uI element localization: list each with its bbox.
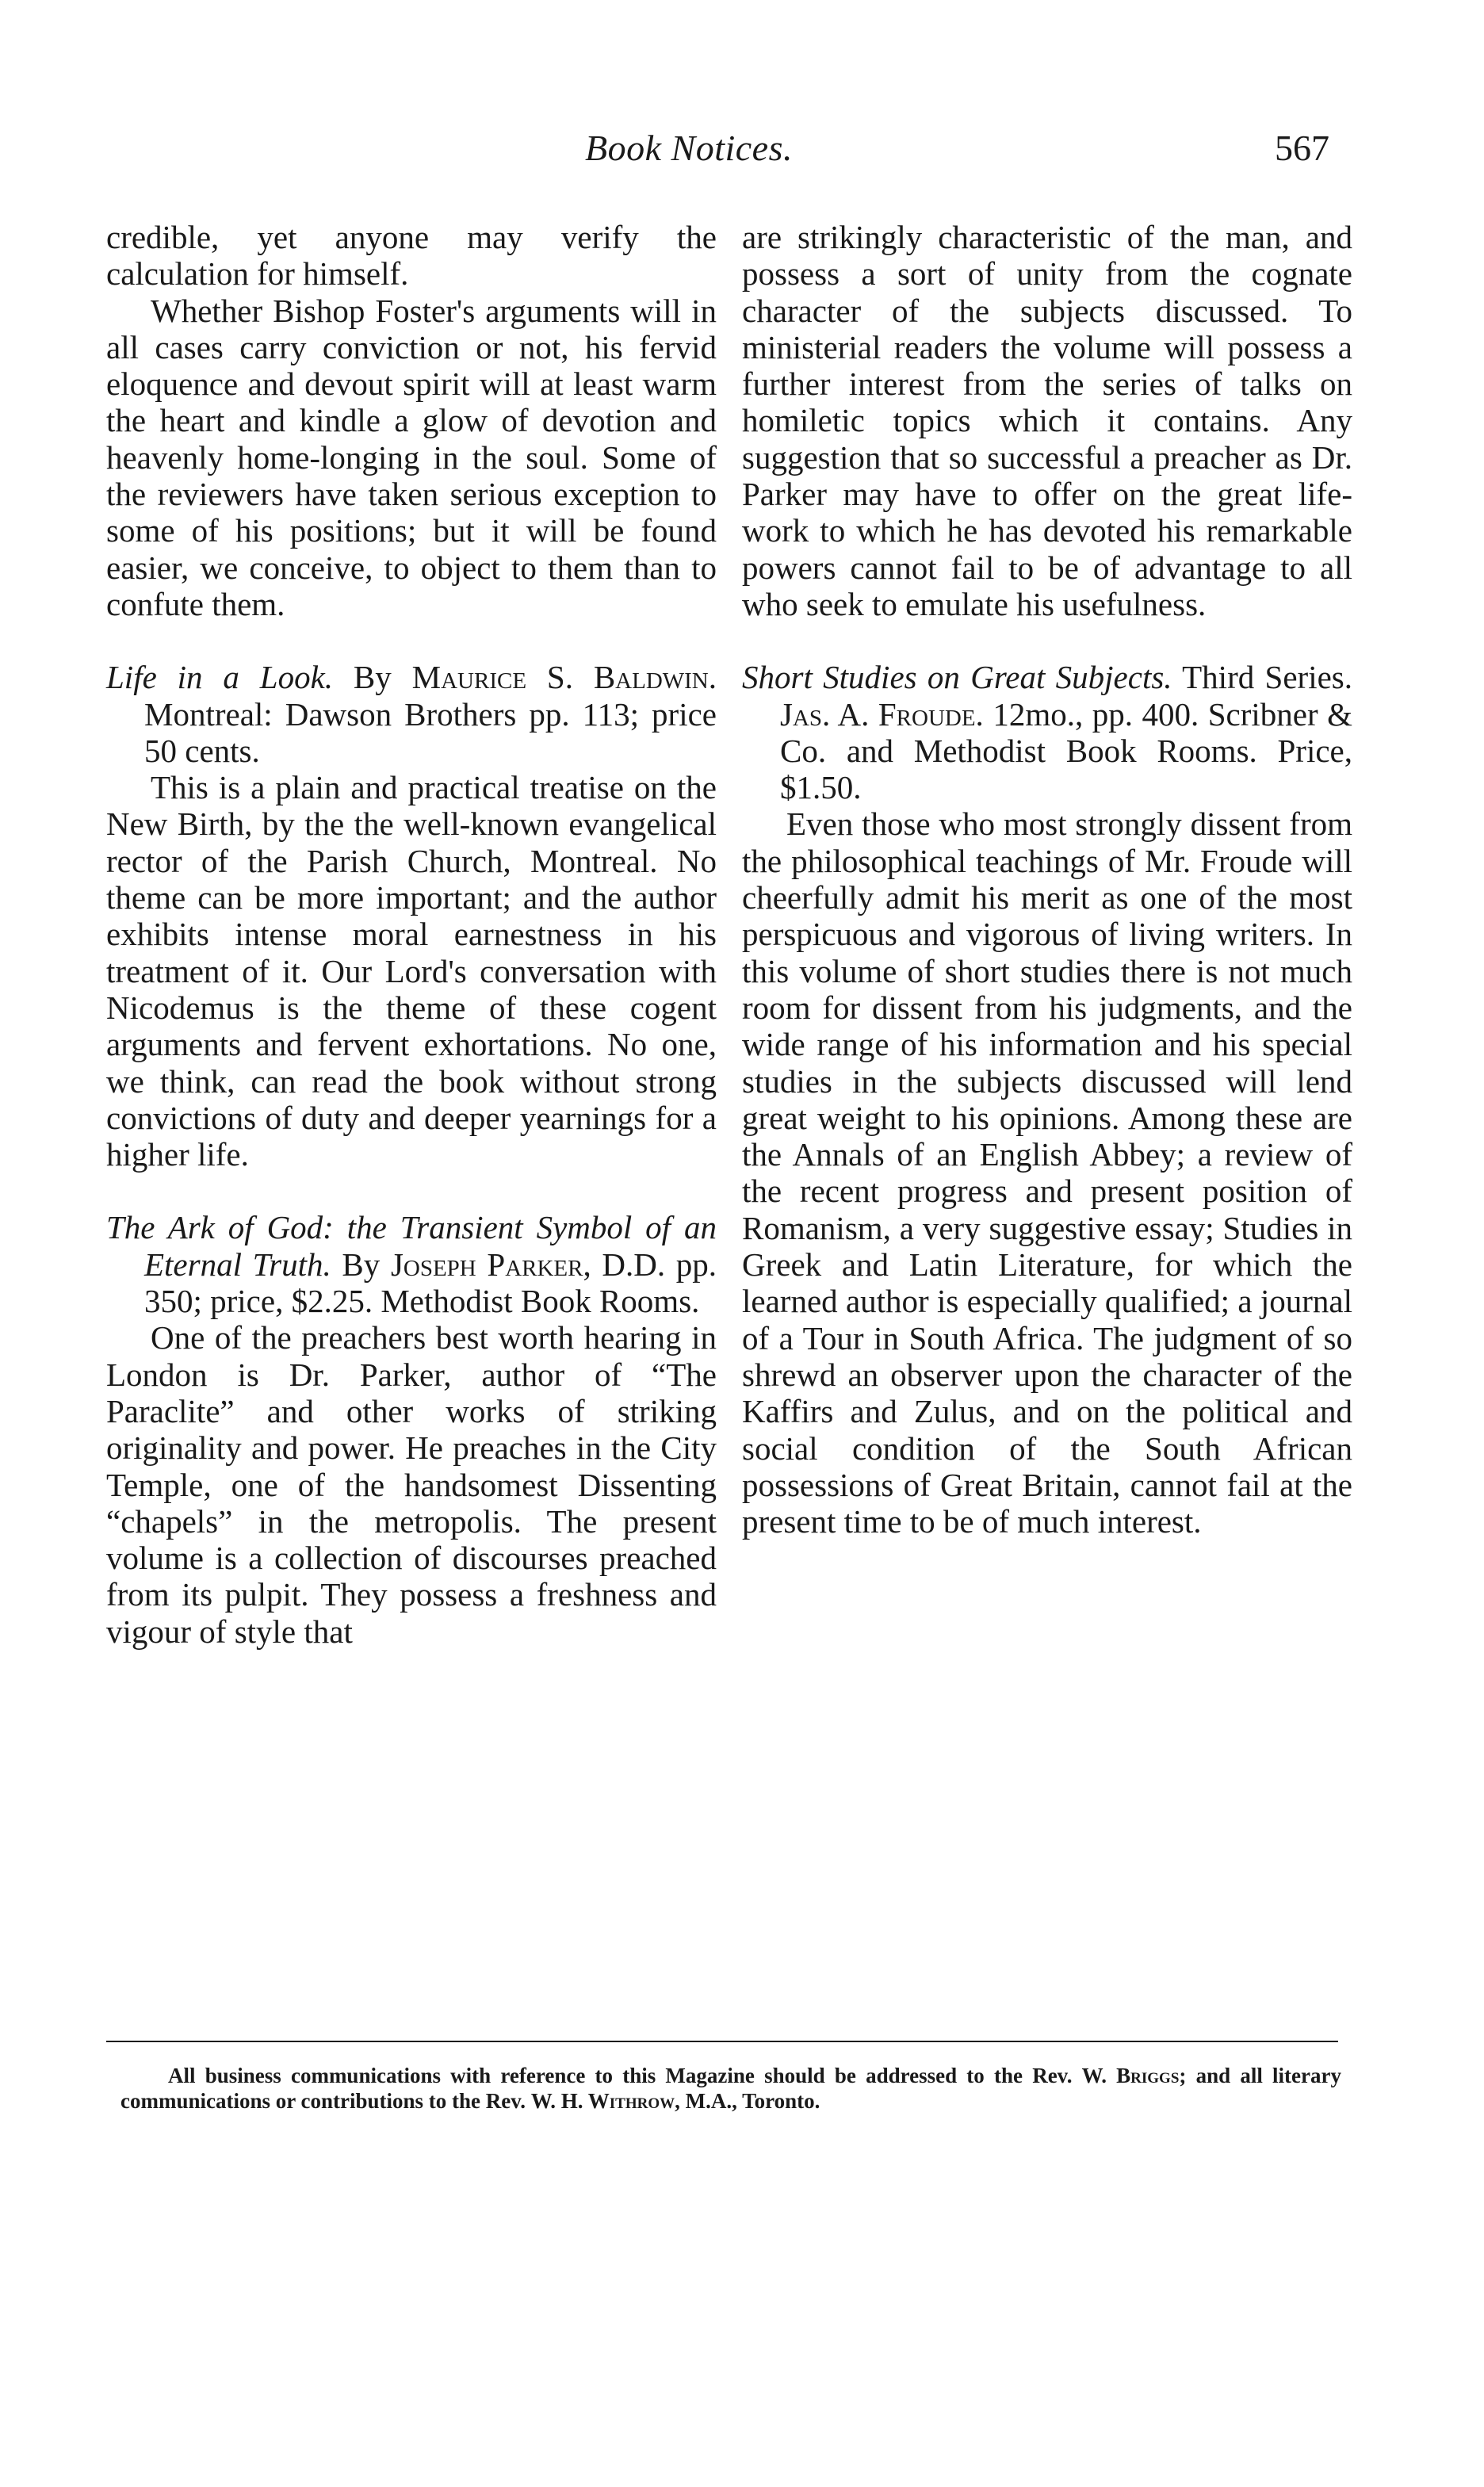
right-column	[742, 219, 1352, 1540]
notice-author: Joseph Parker, D.D.	[390, 1245, 666, 1283]
notice-by: By	[342, 1245, 381, 1283]
page-number: 567	[1275, 128, 1329, 168]
notice-imprint: pp. 350; price, $2.25. Methodist Book Rooms.	[144, 1245, 717, 1320]
footnote-divider	[106, 2041, 1338, 2042]
notice-heading-short-studies	[742, 659, 1352, 805]
continued-paragraph: are strikingly characteristic of the man, and possess a sort of unity from the cognate character of the subjects discussed. To ministerial readers the volume will possess a further interest from the series of talks on homiletic topics which it contains. Any suggestion that so successful a preacher as Dr. Parker may have to offer on the great life-work to which he has devoted his remarkable powers cannot fail to be of advantage to all who seek to emulate his usefulness.	[742, 219, 1352, 622]
footnote-text: , M.A., Toronto.	[675, 2089, 820, 2113]
footnote-text: All business communications with reference to this Magazine should be addressed to the Rev.	[168, 2064, 1073, 2087]
footnote-name: W. H. Withrow	[530, 2089, 675, 2113]
footnote-text: ; and all literary communications or contributions to the Rev.	[120, 2064, 1341, 2113]
business-footnote	[120, 2063, 1341, 2114]
notice-title: Life in a Look.	[106, 659, 334, 696]
notice-title: The Ark of God: the Transient Symbol of an Eternal Truth.	[106, 1209, 717, 1283]
notice-imprint: Montreal: Dawson Brothers pp. 113; price 50 cents.	[144, 695, 717, 769]
notice-title: Short Studies on Great Subjects.	[742, 659, 1172, 696]
notice-author: Jas. A. Froude.	[780, 695, 984, 733]
notice-body-ark-of-god: One of the preachers best worth hearing in London is Dr. Parker, author of “The Paraclite” and other works of striking originality and power. He preaches in the City Temple, one of the handsomest Dissenting “chapels” in the metropolis. The present volume is a collection of discourses preached from its pulpit. They possess a freshness and vigour of style that	[106, 1319, 717, 1650]
running-head-title: Book Notices.	[585, 128, 793, 168]
left-column	[106, 219, 717, 1650]
paragraph-foster: Whether Bishop Foster's arguments will in all cases carry conviction or not, his fervid eloquence and devout spirit will at least warm the heart and kindle a glow of devotion and heavenly home-longing in the soul. Some of the reviewers have taken serious exception to some of his positions; but it will be found easier, we conceive, to object to them than to confute them.	[106, 292, 717, 622]
notice-heading-life-in-a-look	[106, 659, 717, 769]
notice-heading-ark-of-god	[106, 1209, 717, 1319]
notice-series: Third Series.	[1182, 659, 1352, 696]
notice-body-short-studies: Even those who most strongly dissent from the philosophical teachings of Mr. Froude will cheerfully admit his merit as one of the most perspicuous and vigorous of living writers. In this volume of short studies there is not much room for dissent from his judgments, and the wide range of his information and his special studies in the subjects discussed will lend great weight to his opinions. Among these are the Annals of an English Abbey; a review of the recent progress and present position of Romanism, a very suggestive essay; Studies in Greek and Latin Literature, for which the learned author is especially qualified; a journal of a Tour in South Africa. The judgment of so shrewd an observer upon the character of the Kaffirs and Zulus, and on the political and social condition of the South African possessions of Great Britain, cannot fail at the present time to be of much interest.	[742, 805, 1352, 1540]
notice-by: By	[353, 659, 392, 696]
continued-paragraph: credible, yet anyone may verify the calculation for himself.	[106, 219, 717, 293]
notice-imprint: 12mo., pp. 400. Scribner & Co. and Methodist Book Rooms. Price, $1.50.	[780, 695, 1352, 806]
notice-body-life-in-a-look: This is a plain and practical treatise on the New Birth, by the the well-known evangelical rector of the Parish Church, Montreal. No theme can be more important; and the author exhibits intense moral earnestness in his treatment of it. Our Lord's conversation with Nicodemus is the theme of these cogent arguments and fervent exhortations. No one, we think, can read the book without strong convictions of duty and deeper yearnings for a higher life.	[106, 769, 717, 1173]
notice-author: Maurice S. Baldwin.	[411, 659, 717, 696]
footnote-name: W. Briggs	[1081, 2064, 1180, 2087]
